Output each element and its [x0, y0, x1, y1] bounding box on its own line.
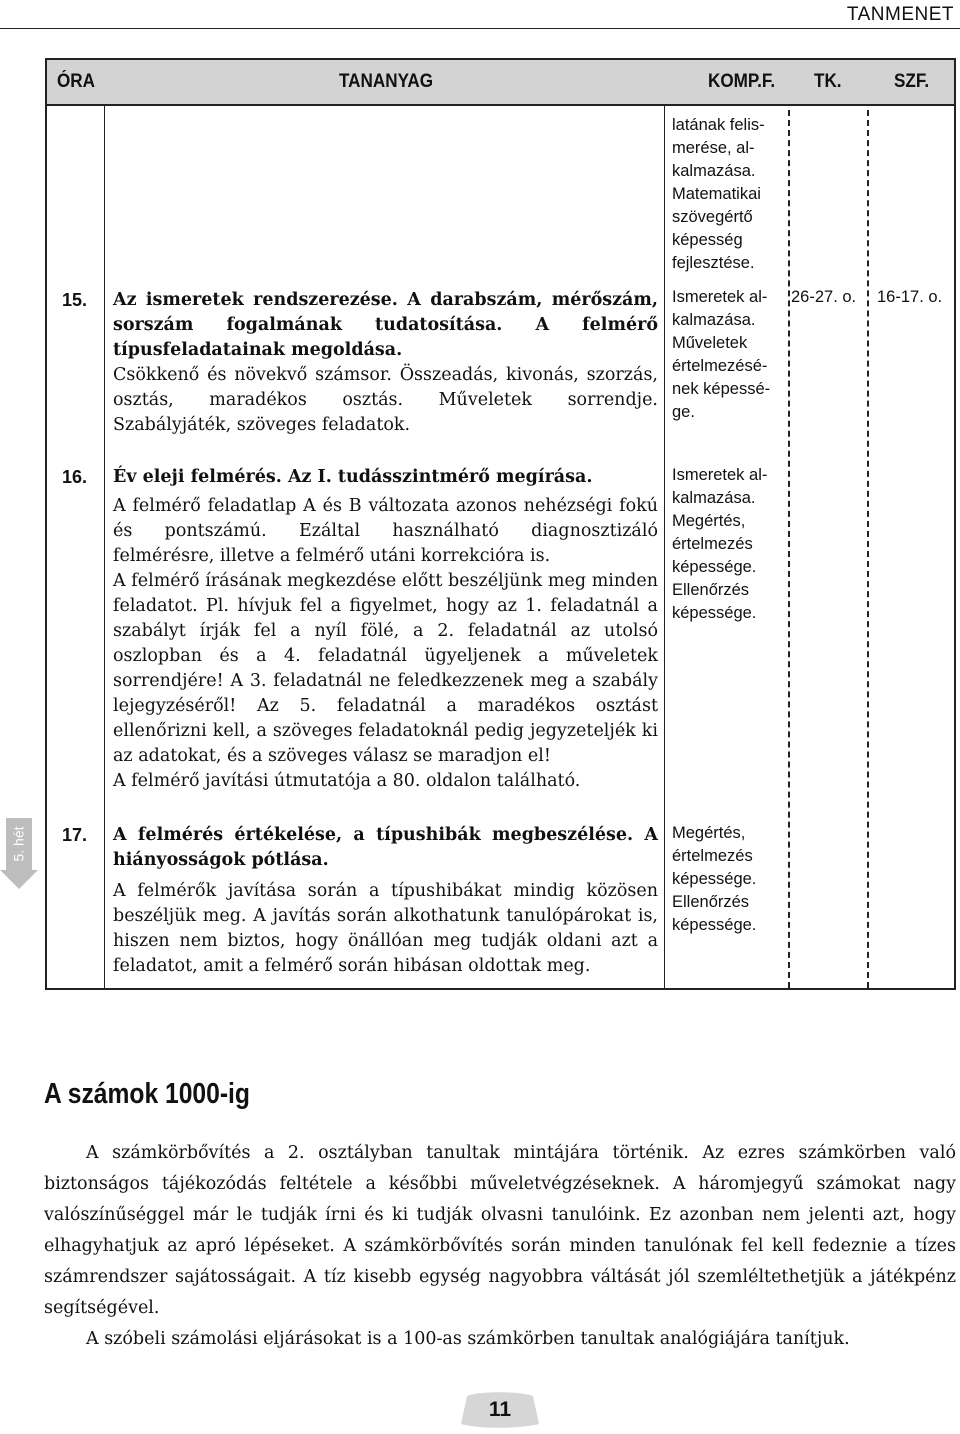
lesson-title: Az ismeretek rendszerezése. A darabszám, mérőszám, sorszám fogalmának tudatosítása. A felmérő típusfeladatainak megoldása.	[113, 290, 658, 360]
section-title: A számok 1000-ig	[44, 1078, 250, 1110]
lesson-content	[113, 823, 658, 979]
col-header-szf: SZF.	[894, 71, 930, 92]
col-divider-tk-dashed	[867, 110, 869, 988]
section-text	[44, 1138, 956, 1355]
lesson-content	[113, 465, 658, 794]
header-rule	[0, 28, 960, 29]
lesson-body: Csökkenő és növekvő számsor. Összeadás, kivonás, szorzás, osztás, maradékos osztás. Műveletek sorrendje. Szabályjáték, szöveges feladatok.	[113, 365, 658, 435]
week-tab-label	[6, 818, 32, 870]
lesson-body: A felmérők javítása során a típushibákat mindig közösen beszéljük meg. A javítás során alkothatunk tanulópárokat is, hiszen nem biztos, hogy önállóan meg tudják oldani azt a feladatot, amit a felmérő során hibásan oldottak meg.	[113, 881, 658, 976]
textbook-pages: 26-27. o.	[791, 288, 857, 306]
paragraph: A szóbeli számolási eljárásokat is a 100-as számkörben tanultak analógiájára tanítjuk.	[86, 1329, 850, 1349]
lesson-number: 15.	[62, 290, 88, 310]
skill-continuation: latának felis- merése, al- kalmazása. Matematikai szövegértő képesség fejlesztése.	[672, 116, 765, 272]
lesson-title: A felmérés értékelése, a típushibák megbeszélése. A hiányosságok pótlása.	[113, 825, 658, 870]
lesson-competence: Ismeretek al- kalmazása. Megértés, értelmezés képessége. Ellenőrzés képessége.	[672, 466, 768, 622]
table-header-row	[47, 60, 954, 106]
col-divider-komp-dashed	[788, 110, 790, 988]
week-tab-text: 5. hét	[11, 826, 27, 862]
page-number-badge	[459, 1390, 541, 1430]
lesson-body: A felmérő írásának megkezdése előtt beszéljünk meg minden feladatot. Pl. hívjuk fel a figyelmet, hogy az 1. feladatnál a szabályt írják fel a nyíl fölé, a 2. feladatnál az utolsó oszlopban és a 4. feladatnál ügyeljenek a műveletek sorrendjére! A 3. feladatnál ne feledkezzenek meg a szabály lejegyzéséről! Az 5. feladatnál a maradékos osztást ellenőrizni kell, a szöveges feladatoknál pedig jegyzeteljék ki az adatokat, és a szöveges válasz se maradjon el!	[113, 571, 658, 766]
lesson-title: Év eleji felmérés. Az I. tudásszintmérő megírása.	[113, 467, 593, 487]
col-header-kompf: KOMP.F.	[708, 71, 776, 92]
lesson-body: A felmérő javítási útmutatója a 80. oldalon található.	[113, 771, 581, 791]
lesson-number: 17.	[62, 825, 88, 845]
paragraph: A számkörbővítés a 2. osztályban tanultak mintájára történik. Az ezres számkörben való biztonságos tájékozódás feltétele a későbbi műveletvégzéseknek. A háromjegyű számokat nagy valószínűséggel már le tudják írni és ki tudják olvasni tanulóink. Ez azonban nem jelenti azt, hogy elhagyhatjuk az apró lépéseket. A számkörbővítés során minden tanulónak fel kell fedeznie a tízes számrendszer sajátosságait. A tíz kisebb egység nagyobbra váltását jól szemléltethetjük a játékpénz segítségével.	[44, 1143, 956, 1318]
lesson-number: 16.	[62, 467, 88, 487]
col-header-tk: TK.	[814, 71, 842, 92]
col-header-ora: ÓRA	[57, 71, 96, 92]
running-header: TANMENET	[846, 4, 954, 25]
col-divider-tananyag	[664, 106, 665, 990]
lesson-body: A felmérő feladatlap A és B változata azonos nehézségi fokú és pontszámú. Ezáltal használható diagnosztizáló felmérésre, illetve a felmérő utáni korrekcióra is.	[113, 496, 658, 566]
col-divider-ora	[104, 106, 105, 990]
page-number: 11	[488, 1398, 512, 1421]
lesson-competence: Ismeretek al- kalmazása. Műveletek értelmezésé- nek képessé- ge.	[672, 288, 771, 421]
lesson-content	[113, 288, 658, 438]
lesson-competence: Megértés, értelmezés képessége. Ellenőrzés képessége.	[672, 824, 757, 934]
col-header-tananyag: TANANYAG	[339, 71, 434, 92]
workbook-pages: 16-17. o.	[877, 288, 943, 306]
